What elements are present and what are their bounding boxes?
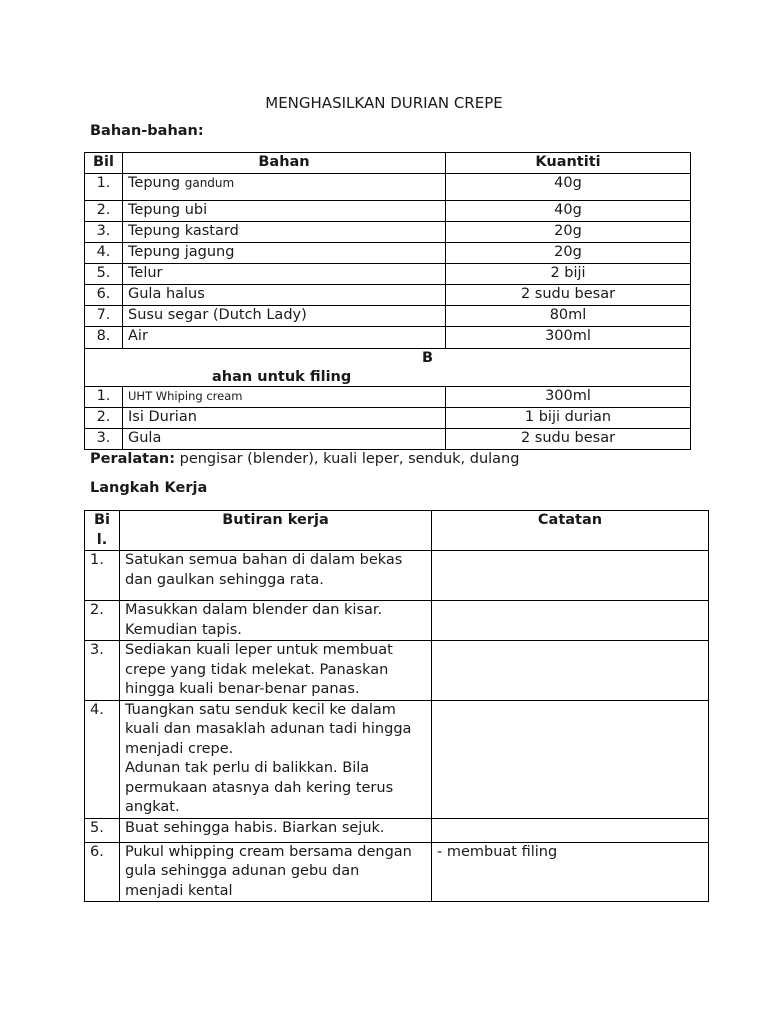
ingredient-name: Tepung ubi (123, 201, 446, 222)
table-row (85, 818, 709, 842)
bahan-table (84, 152, 691, 450)
row-number: 4. (85, 243, 123, 264)
row-number: 7. (85, 306, 123, 327)
step-text: Tuangkan satu senduk kecil ke dalam kuali dan masaklah adunan tadi hingga menjadi crepe. Adunan tak perlu di balikkan. Bila permukaan atasnya dah kering terus angkat. (120, 700, 432, 818)
ingredient-name: Telur (123, 264, 446, 285)
ingredient-name: UHT Whiping cream (123, 387, 446, 408)
ingredient-qty: 80ml (446, 306, 691, 327)
table-header-row (85, 153, 691, 174)
row-number: 2. (85, 408, 123, 429)
ingredient-qty: 300ml (446, 327, 691, 349)
table-row (85, 551, 709, 601)
step-number: 3. (85, 641, 120, 701)
step-note (432, 601, 709, 641)
table-row (85, 264, 691, 285)
row-number: 3. (85, 429, 123, 450)
langkah-heading: Langkah Kerja (90, 480, 208, 496)
filing-heading-a: B (422, 350, 434, 366)
ingredient-qty: 20g (446, 222, 691, 243)
table-row (85, 243, 691, 264)
header-catatan: Catatan (432, 511, 709, 551)
step-note (432, 551, 709, 601)
step-number: 1. (85, 551, 120, 601)
row-number: 6. (85, 285, 123, 306)
step-number: 4. (85, 700, 120, 818)
header-bil: Bi l. (85, 511, 120, 551)
table-row (85, 327, 691, 349)
filing-heading-row (85, 349, 691, 387)
ingredient-qty: 2 biji (446, 264, 691, 285)
table-row (85, 222, 691, 243)
table-row (85, 842, 709, 902)
step-text: Buat sehingga habis. Biarkan sejuk. (120, 818, 432, 842)
ingredient-name: Air (123, 327, 446, 349)
header-butiran: Butiran kerja (120, 511, 432, 551)
table-row (85, 601, 709, 641)
ingredient-qty: 2 sudu besar (446, 285, 691, 306)
ingredient-qty: 20g (446, 243, 691, 264)
row-number: 1. (85, 387, 123, 408)
header-bahan: Bahan (123, 153, 446, 174)
ingredient-name: Gula (123, 429, 446, 450)
row-number: 8. (85, 327, 123, 349)
step-number: 5. (85, 818, 120, 842)
step-note (432, 700, 709, 818)
ingredient-name-small: gandum (184, 176, 235, 190)
table-row (85, 700, 709, 818)
table-row (85, 306, 691, 327)
table-row (85, 387, 691, 408)
table-row (85, 429, 691, 450)
ingredient-qty: 40g (446, 201, 691, 222)
row-number: 2. (85, 201, 123, 222)
peralatan-line (90, 451, 519, 467)
row-number: 5. (85, 264, 123, 285)
table-row (85, 174, 691, 201)
ingredient-name: Tepung jagung (123, 243, 446, 264)
step-note: - membuat filing (432, 842, 709, 902)
ingredient-name: Isi Durian (123, 408, 446, 429)
step-note (432, 641, 709, 701)
peralatan-text: pengisar (blender), kuali leper, senduk, dulang (179, 451, 520, 467)
step-text: Satukan semua bahan di dalam bekas dan gaulkan sehingga rata. (120, 551, 432, 601)
ingredient-name-main: Tepung (128, 175, 181, 191)
bahan-heading: Bahan-bahan: (90, 123, 204, 139)
filing-heading-b: ahan untuk filing (212, 369, 352, 385)
peralatan-label: Peralatan: (90, 451, 175, 467)
table-row (85, 201, 691, 222)
page-title: MENGHASILKAN DURIAN CREPE (265, 94, 503, 112)
ingredient-name: Susu segar (Dutch Lady) (123, 306, 446, 327)
step-text: Masukkan dalam blender dan kisar. Kemudian tapis. (120, 601, 432, 641)
ingredient-name: Gula halus (123, 285, 446, 306)
ingredient-qty: 2 sudu besar (446, 429, 691, 450)
ingredient-qty: 40g (446, 174, 691, 201)
ingredient-name (123, 174, 446, 201)
step-number: 6. (85, 842, 120, 902)
header-kuantiti: Kuantiti (446, 153, 691, 174)
row-number: 3. (85, 222, 123, 243)
step-text: Sediakan kuali leper untuk membuat crepe yang tidak melekat. Panaskan hingga kuali benar-benar panas. (120, 641, 432, 701)
step-number: 2. (85, 601, 120, 641)
table-row (85, 408, 691, 429)
table-row (85, 641, 709, 701)
filing-heading-cell (85, 349, 691, 387)
ingredient-name: Tepung kastard (123, 222, 446, 243)
ingredient-qty: 300ml (446, 387, 691, 408)
table-row (85, 285, 691, 306)
header-bil: Bil (85, 153, 123, 174)
row-number: 1. (85, 174, 123, 201)
table-header-row (85, 511, 709, 551)
step-note (432, 818, 709, 842)
steps-table (84, 510, 709, 902)
step-text: Pukul whipping cream bersama dengan gula sehingga adunan gebu dan menjadi kental (120, 842, 432, 902)
ingredient-qty: 1 biji durian (446, 408, 691, 429)
